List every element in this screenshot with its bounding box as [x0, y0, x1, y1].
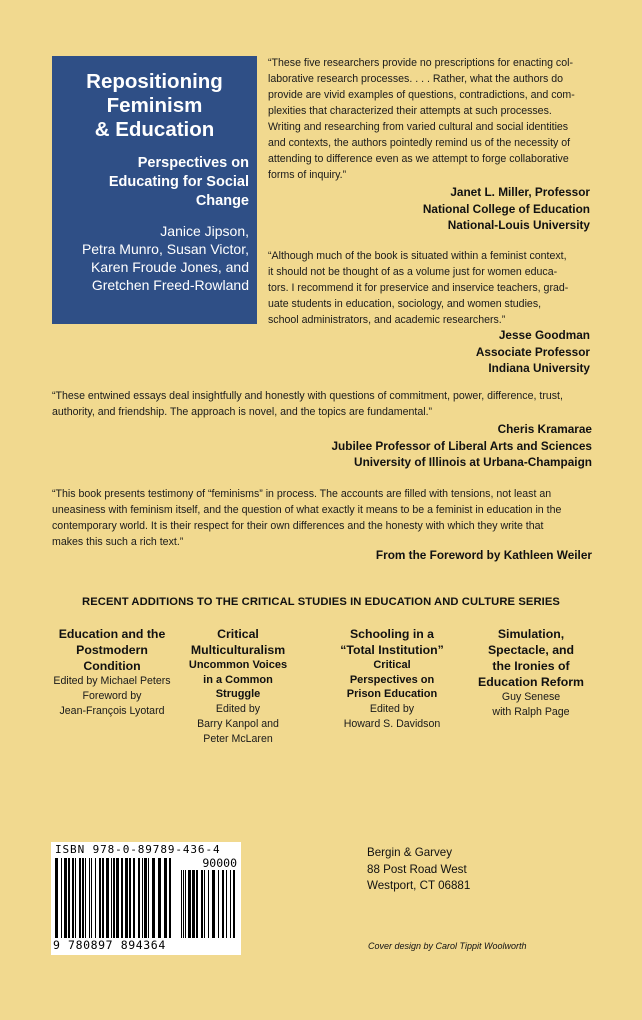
- series-book-meta-line: Edited by: [215, 702, 261, 715]
- publisher-address: [367, 845, 470, 895]
- quote-line: attending to difference even as we attempt to forge collaborative: [268, 153, 569, 165]
- barcode-bar: [64, 858, 67, 938]
- barcode-bar: [61, 858, 62, 938]
- endorsement-attribution: [52, 421, 592, 471]
- author-line: Janice Jipson,: [160, 223, 249, 239]
- endorsement-attribution: [268, 327, 590, 377]
- quote-line: provide are vivid examples of questions, contradictions, and com-: [268, 89, 575, 101]
- endorsement-quote: [52, 388, 592, 420]
- series-book-subtitle-line: Prison Education: [346, 688, 438, 700]
- isbn-barcode: [51, 842, 241, 955]
- barcode-bar: [85, 858, 86, 938]
- barcode-bar: [233, 870, 235, 938]
- barcode-bar: [95, 858, 96, 938]
- barcode-bar: [116, 858, 119, 938]
- series-book-meta-line: Peter McLaren: [203, 732, 273, 745]
- series-heading: RECENT ADDITIONS TO THE CRITICAL STUDIES IN EDUCATION AND CULTURE SERIES: [82, 596, 560, 608]
- publisher-line: Bergin & Garvey: [367, 846, 453, 859]
- barcode-bars: [55, 858, 237, 938]
- series-book-meta-line: Edited by: [369, 702, 415, 715]
- barcode-bar: [192, 870, 195, 938]
- barcode-bar: [99, 858, 101, 938]
- endorsement-quote: [52, 486, 592, 550]
- quote-line: uneasiness with feminism itself, and the question of what exactly it means to be a feminist in education in the: [52, 504, 562, 516]
- series-book-subtitle-line: Struggle: [215, 688, 261, 700]
- barcode-bar: [125, 858, 128, 938]
- barcode-bar: [133, 858, 135, 938]
- barcode-bar: [129, 858, 131, 938]
- series-book-title-line: Postmodern: [76, 643, 148, 657]
- attribution-line: From the Foreword by Kathleen Weiler: [375, 548, 592, 562]
- barcode-bar: [91, 858, 92, 938]
- series-book-subtitle-line: in a Common: [203, 673, 273, 686]
- attribution-line: University of Illinois at Urbana-Champaign: [354, 455, 592, 469]
- barcode-bar: [196, 870, 198, 938]
- barcode-bar: [204, 870, 205, 938]
- barcode-bar: [158, 858, 161, 938]
- series-book-meta-line: Edited by Michael Peters: [53, 675, 171, 687]
- barcode-bar: [111, 858, 112, 938]
- ean-digits: 9 780897 894364: [53, 938, 166, 952]
- series-book: [173, 626, 303, 747]
- ean-bars: [55, 858, 171, 938]
- quote-line: and contexts, the authors pointedly remind us of the necessity of: [268, 137, 571, 149]
- quote-line: authority, and friendship. The approach is novel, and the topics are fundamental.”: [52, 406, 433, 418]
- barcode-bar: [121, 858, 123, 938]
- attribution-line: Cheris Kramarae: [497, 422, 592, 436]
- quote-line: Writing and researching from varied cultural and social identities: [268, 121, 569, 133]
- endorsement-attribution: [268, 184, 590, 234]
- quote-line: laborative research processes. . . . Rather, what the authors do: [268, 73, 564, 85]
- barcode-bar: [230, 870, 231, 938]
- quote-line: school administrators, and academic researchers.”: [268, 314, 506, 326]
- series-book-title: [327, 626, 457, 658]
- book-subtitle: [60, 154, 249, 211]
- publisher-line: 88 Post Road West: [367, 862, 467, 876]
- series-book-subtitle-line: Uncommon Voices: [188, 659, 288, 671]
- endorsement-quote: [268, 55, 590, 183]
- barcode-bar: [89, 858, 90, 938]
- series-book-subtitle: [173, 658, 303, 702]
- isbn-label: ISBN 978-0-89789-436-4: [55, 843, 221, 856]
- barcode-bar: [72, 858, 74, 938]
- quote-line: forms of inquiry.”: [268, 169, 347, 181]
- barcode-bar: [148, 858, 149, 938]
- quote-line: “Although much of the book is situated within a feminist context,: [268, 250, 567, 262]
- barcode-bar: [208, 870, 209, 938]
- book-title: [60, 70, 249, 142]
- series-book-title-line: Spectacle, and: [487, 643, 575, 657]
- series-book-meta: [327, 702, 457, 732]
- price-code: 90000: [202, 858, 237, 870]
- barcode-bar: [188, 870, 191, 938]
- attribution-line: National-Louis University: [447, 218, 590, 232]
- cover-design-credit: Cover design by Carol Tippit Woolworth: [368, 941, 527, 951]
- price-addon-bars: [181, 870, 235, 938]
- series-book-meta-line: Howard S. Davidson: [343, 717, 441, 730]
- attribution-line: Associate Professor: [475, 344, 590, 359]
- barcode-bar: [212, 870, 215, 938]
- series-book-title-line: Simulation,: [497, 627, 565, 641]
- quote-line: “These entwined essays deal insightfully and honestly with questions of commitment, power, difference, trust,: [52, 390, 563, 402]
- barcode-bar: [201, 870, 203, 938]
- barcode-bar: [75, 858, 76, 938]
- barcode-bar: [185, 870, 186, 938]
- barcode-bar: [183, 870, 184, 938]
- barcode-bar: [142, 858, 143, 938]
- quote-line: tors. I recommend it for preservice and inservice teachers, grad-: [268, 282, 569, 294]
- attribution-line: Jesse Goodman: [498, 328, 590, 342]
- publisher-line: Westport, CT 06881: [367, 879, 471, 892]
- attribution-line: Janet L. Miller, Professor: [450, 185, 590, 199]
- quote-line: “These five researchers provide no prescriptions for enacting col-: [268, 57, 574, 69]
- barcode-bar: [82, 858, 84, 938]
- book-subtitle-line: Educating for Social: [108, 174, 249, 190]
- series-book-title-line: Education and the: [58, 627, 166, 641]
- barcode-bar: [222, 870, 224, 938]
- series-book-subtitle: [327, 658, 457, 702]
- barcode-bar: [102, 858, 104, 938]
- barcode-bar: [55, 858, 58, 938]
- series-book-title-line: the Ironies of: [492, 659, 570, 673]
- barcode-bar: [169, 858, 171, 938]
- book-authors: [60, 222, 249, 294]
- barcode-bar: [164, 858, 167, 938]
- series-book-meta-line: Jean-François Lyotard: [59, 705, 165, 717]
- book-subtitle-line: Perspectives on: [137, 155, 249, 171]
- quote-line: “This book presents testimony of “feminisms” in process. The accounts are filled with tensions, not least an: [52, 488, 552, 500]
- series-book-title-line: Schooling in a: [349, 627, 435, 641]
- series-book-meta-line: Guy Senese: [501, 691, 561, 703]
- series-book-meta-line: Barry Kanpol and: [197, 717, 279, 730]
- author-line: Gretchen Freed-Rowland: [91, 277, 249, 293]
- series-book: [47, 626, 177, 719]
- barcode-bar: [113, 858, 115, 938]
- series-book-title-line: Education Reform: [478, 675, 584, 689]
- book-title-line: Feminism: [106, 94, 203, 117]
- title-box: [52, 56, 257, 324]
- series-book-subtitle-line: Perspectives on: [349, 673, 435, 686]
- book-title-line: Repositioning: [86, 70, 223, 93]
- series-book-title: [47, 626, 177, 674]
- series-book-meta-line: Foreword by: [82, 690, 142, 702]
- quote-line: plexities that characterized their attempts at such processes.: [268, 105, 552, 117]
- quote-line: uate students in education, sociology, and women studies,: [268, 298, 542, 310]
- series-book: [327, 626, 457, 732]
- barcode-bar: [138, 858, 140, 938]
- barcode-bar: [68, 858, 70, 938]
- barcode-bar: [152, 858, 155, 938]
- series-book-title-line: “Total Institution”: [340, 643, 444, 657]
- series-book-meta: [466, 690, 596, 720]
- quote-line: makes this such a rich text.”: [52, 536, 184, 548]
- series-book-title-line: Critical: [217, 627, 259, 641]
- series-book-title-line: Multiculturalism: [190, 643, 286, 657]
- book-subtitle-line: Change: [195, 193, 249, 209]
- attribution-line: Jubilee Professor of Liberal Arts and Sciences: [331, 438, 592, 453]
- series-book-meta-line: with Ralph Page: [492, 706, 570, 718]
- barcode-bar: [226, 870, 227, 938]
- author-line: Petra Munro, Susan Victor,: [81, 241, 249, 257]
- barcode-bar: [79, 858, 81, 938]
- series-book-title: [173, 626, 303, 658]
- author-line: Karen Froude Jones, and: [91, 259, 249, 275]
- barcode-bar: [181, 870, 182, 938]
- book-title-line: & Education: [94, 118, 215, 141]
- endorsement-attribution: [52, 547, 592, 564]
- series-book-title: [466, 626, 596, 690]
- barcode-bar: [144, 858, 147, 938]
- barcode-bar: [106, 858, 109, 938]
- quote-line: contemporary world. It is their respect for their own differences and the honesty with which they write that: [52, 520, 544, 532]
- series-book-meta: [173, 702, 303, 747]
- series-book-title-line: Condition: [83, 659, 141, 673]
- attribution-line: National College of Education: [422, 201, 590, 216]
- attribution-line: Indiana University: [488, 361, 590, 375]
- series-book-meta: [47, 674, 177, 719]
- series-book: [466, 626, 596, 720]
- series-book-subtitle-line: Critical: [373, 659, 411, 671]
- quote-line: it should not be thought of as a volume just for women educa-: [268, 266, 558, 278]
- endorsement-quote: [268, 248, 590, 328]
- barcode-bar: [218, 870, 219, 938]
